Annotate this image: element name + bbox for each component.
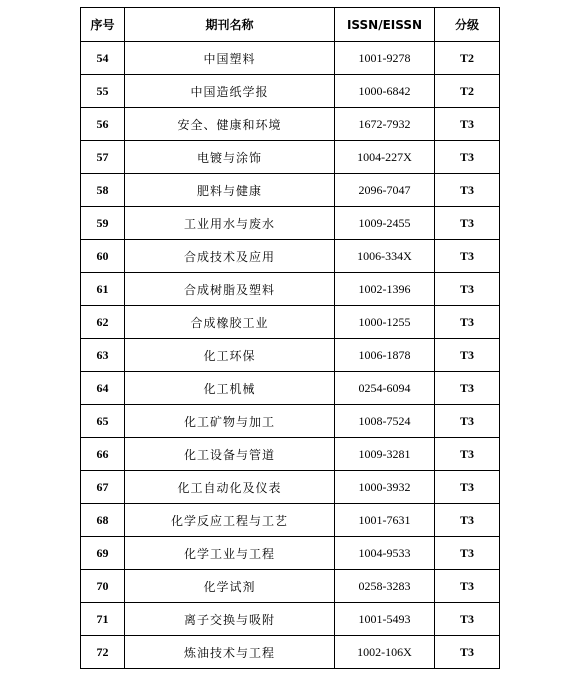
cell-serial-number: 54 bbox=[81, 42, 125, 75]
header-issn: ISSN/EISSN bbox=[335, 8, 435, 42]
cell-journal-name: 中国塑料 bbox=[125, 42, 335, 75]
cell-serial-number: 68 bbox=[81, 504, 125, 537]
cell-issn: 1001-5493 bbox=[335, 603, 435, 636]
cell-grade: T3 bbox=[435, 207, 500, 240]
table-row bbox=[81, 603, 500, 636]
cell-serial-number: 64 bbox=[81, 372, 125, 405]
cell-journal-name: 化学反应工程与工艺 bbox=[125, 504, 335, 537]
table-row bbox=[81, 75, 500, 108]
cell-grade: T3 bbox=[435, 306, 500, 339]
table-row bbox=[81, 174, 500, 207]
header-serial-number: 序号 bbox=[81, 8, 125, 42]
cell-journal-name: 安全、健康和环境 bbox=[125, 108, 335, 141]
cell-serial-number: 55 bbox=[81, 75, 125, 108]
table-row bbox=[81, 306, 500, 339]
table-header-row bbox=[81, 8, 500, 42]
cell-serial-number: 66 bbox=[81, 438, 125, 471]
cell-journal-name: 化工环保 bbox=[125, 339, 335, 372]
cell-journal-name: 化工设备与管道 bbox=[125, 438, 335, 471]
cell-grade: T3 bbox=[435, 174, 500, 207]
table-row bbox=[81, 207, 500, 240]
journal-table bbox=[80, 7, 500, 669]
cell-grade: T3 bbox=[435, 636, 500, 669]
cell-serial-number: 71 bbox=[81, 603, 125, 636]
cell-issn: 1002-106X bbox=[335, 636, 435, 669]
cell-serial-number: 56 bbox=[81, 108, 125, 141]
cell-issn: 1002-1396 bbox=[335, 273, 435, 306]
cell-grade: T3 bbox=[435, 603, 500, 636]
cell-issn: 1000-1255 bbox=[335, 306, 435, 339]
cell-grade: T3 bbox=[435, 438, 500, 471]
table-row bbox=[81, 372, 500, 405]
cell-issn: 1006-1878 bbox=[335, 339, 435, 372]
cell-serial-number: 62 bbox=[81, 306, 125, 339]
table-row bbox=[81, 108, 500, 141]
cell-serial-number: 60 bbox=[81, 240, 125, 273]
cell-grade: T3 bbox=[435, 405, 500, 438]
cell-issn: 1000-3932 bbox=[335, 471, 435, 504]
table-row bbox=[81, 438, 500, 471]
cell-serial-number: 67 bbox=[81, 471, 125, 504]
table-row bbox=[81, 570, 500, 603]
cell-issn: 0258-3283 bbox=[335, 570, 435, 603]
cell-issn: 1009-3281 bbox=[335, 438, 435, 471]
cell-journal-name: 合成技术及应用 bbox=[125, 240, 335, 273]
cell-journal-name: 化工矿物与加工 bbox=[125, 405, 335, 438]
cell-grade: T2 bbox=[435, 42, 500, 75]
cell-journal-name: 中国造纸学报 bbox=[125, 75, 335, 108]
cell-serial-number: 59 bbox=[81, 207, 125, 240]
cell-serial-number: 72 bbox=[81, 636, 125, 669]
cell-issn: 1009-2455 bbox=[335, 207, 435, 240]
cell-grade: T3 bbox=[435, 108, 500, 141]
cell-issn: 1004-9533 bbox=[335, 537, 435, 570]
table-row bbox=[81, 141, 500, 174]
cell-serial-number: 69 bbox=[81, 537, 125, 570]
cell-journal-name: 肥料与健康 bbox=[125, 174, 335, 207]
cell-journal-name: 炼油技术与工程 bbox=[125, 636, 335, 669]
cell-grade: T3 bbox=[435, 471, 500, 504]
cell-grade: T3 bbox=[435, 372, 500, 405]
cell-issn: 1001-7631 bbox=[335, 504, 435, 537]
table-row bbox=[81, 240, 500, 273]
header-grade: 分级 bbox=[435, 8, 500, 42]
journal-table-container bbox=[80, 7, 499, 669]
table-row bbox=[81, 636, 500, 669]
table-row bbox=[81, 405, 500, 438]
cell-journal-name: 化工自动化及仪表 bbox=[125, 471, 335, 504]
cell-serial-number: 70 bbox=[81, 570, 125, 603]
table-body bbox=[81, 42, 500, 669]
cell-issn: 2096-7047 bbox=[335, 174, 435, 207]
cell-journal-name: 化学试剂 bbox=[125, 570, 335, 603]
cell-grade: T2 bbox=[435, 75, 500, 108]
header-journal-name: 期刊名称 bbox=[125, 8, 335, 42]
cell-serial-number: 65 bbox=[81, 405, 125, 438]
cell-serial-number: 63 bbox=[81, 339, 125, 372]
cell-grade: T3 bbox=[435, 141, 500, 174]
cell-journal-name: 离子交换与吸附 bbox=[125, 603, 335, 636]
cell-journal-name: 合成橡胶工业 bbox=[125, 306, 335, 339]
table-row bbox=[81, 504, 500, 537]
cell-issn: 1672-7932 bbox=[335, 108, 435, 141]
table-row bbox=[81, 537, 500, 570]
cell-grade: T3 bbox=[435, 504, 500, 537]
cell-issn: 1001-9278 bbox=[335, 42, 435, 75]
cell-issn: 1000-6842 bbox=[335, 75, 435, 108]
table-row bbox=[81, 471, 500, 504]
cell-serial-number: 61 bbox=[81, 273, 125, 306]
cell-serial-number: 58 bbox=[81, 174, 125, 207]
cell-issn: 0254-6094 bbox=[335, 372, 435, 405]
table-row bbox=[81, 42, 500, 75]
table-row bbox=[81, 273, 500, 306]
cell-issn: 1006-334X bbox=[335, 240, 435, 273]
cell-journal-name: 电镀与涂饰 bbox=[125, 141, 335, 174]
cell-grade: T3 bbox=[435, 240, 500, 273]
cell-journal-name: 化工机械 bbox=[125, 372, 335, 405]
cell-grade: T3 bbox=[435, 339, 500, 372]
cell-issn: 1008-7524 bbox=[335, 405, 435, 438]
cell-grade: T3 bbox=[435, 570, 500, 603]
cell-issn: 1004-227X bbox=[335, 141, 435, 174]
cell-grade: T3 bbox=[435, 273, 500, 306]
cell-journal-name: 合成树脂及塑料 bbox=[125, 273, 335, 306]
cell-journal-name: 化学工业与工程 bbox=[125, 537, 335, 570]
cell-grade: T3 bbox=[435, 537, 500, 570]
table-row bbox=[81, 339, 500, 372]
cell-journal-name: 工业用水与废水 bbox=[125, 207, 335, 240]
cell-serial-number: 57 bbox=[81, 141, 125, 174]
